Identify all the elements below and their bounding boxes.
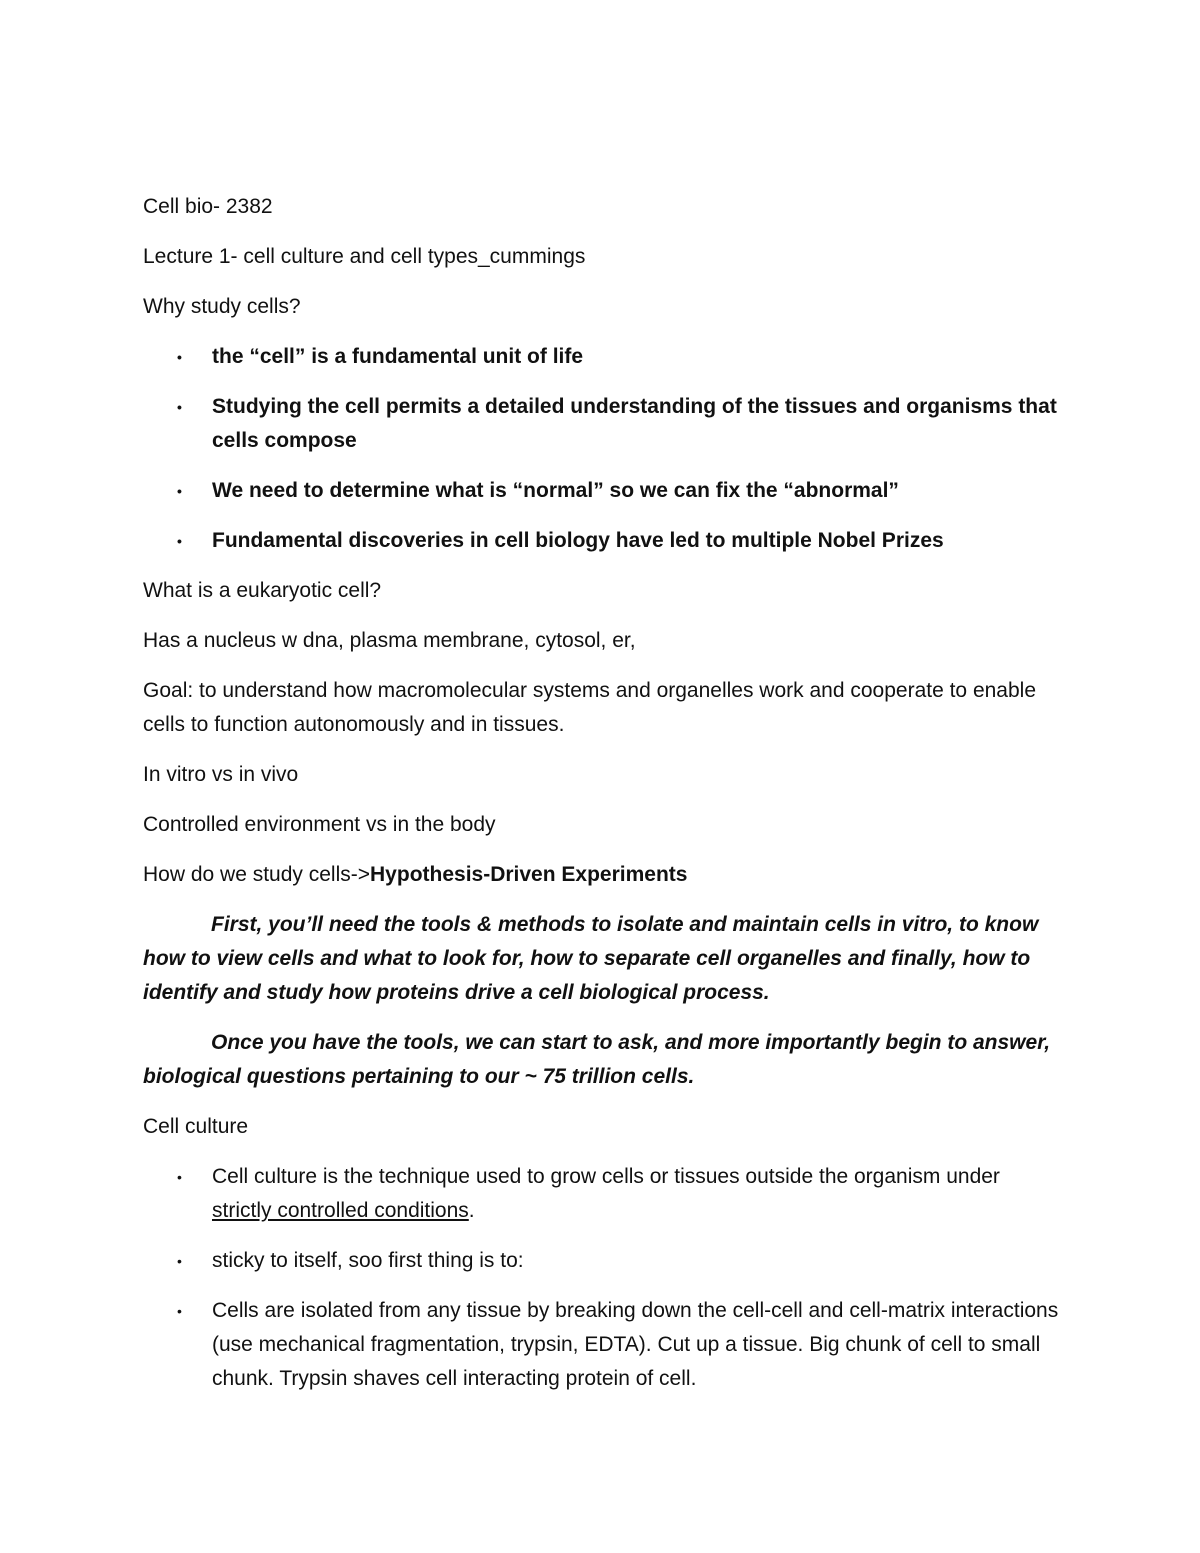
bullet-icon: • [177,399,182,415]
how-study-bold: Hypothesis-Driven Experiments [370,863,688,886]
questions-paragraph: Once you have the tools, we can start to ask, and more importantly begin to answer, biological questions pertaining to our ~ 75 trillion cells. [143,1031,1051,1088]
list-item-text: We need to determine what is “normal” so we can fix the “abnormal” [212,479,899,502]
list-item-text: Studying the cell permits a detailed understanding of the tissues and organisms that cells compose [212,395,1057,452]
bullet-icon: • [177,533,182,549]
list-item [143,524,1063,558]
list-item-end: . [468,1199,475,1222]
eukaryotic-answer: Has a nucleus w dna, plasma membrane, cytosol, er, [143,629,636,652]
underlined-text: strictly controlled conditions [212,1199,469,1222]
why-study-list [143,340,1063,558]
list-item-text: sticky to itself, soo first thing is to: [212,1249,524,1272]
list-item [143,474,1063,508]
how-study-prefix: How do we study cells-> [143,863,371,886]
list-item [143,1160,1063,1228]
bullet-icon: • [177,1253,182,1269]
goal-text: Goal: to understand how macromolecular systems and organelles work and cooperate to enable cells to function autonomously and in tissues. [143,679,1037,736]
list-item-text: Fundamental discoveries in cell biology have led to multiple Nobel Prizes [212,529,944,552]
bullet-icon: • [177,349,182,365]
why-study-heading: Why study cells? [143,295,301,318]
list-item [143,1294,1063,1396]
how-study-line [143,858,1063,892]
list-item [143,1244,1063,1278]
bullet-icon: • [177,1303,182,1319]
eukaryotic-question: What is a eukaryotic cell? [143,579,382,602]
environment-line: Controlled environment vs in the body [143,813,496,836]
list-item-text: Cell culture is the technique used to grow cells or tissues outside the organism under [212,1165,1000,1188]
cell-culture-heading: Cell culture [143,1115,249,1138]
list-item-text: the “cell” is a fundamental unit of life [212,345,584,368]
cell-culture-list [143,1160,1063,1396]
document-page [143,190,1063,1412]
course-title: Cell bio- 2382 [143,195,273,218]
list-item [143,340,1063,374]
list-item-text: Cells are isolated from any tissue by breaking down the cell-cell and cell-matrix interactions (use mechanical fragmentation, trypsin, EDTA). Cut up a tissue. Big chunk of cell to small chunk. Trypsin shaves cell interacting protein of cell. [212,1299,1059,1390]
vitro-vivo-line: In vitro vs in vivo [143,763,299,786]
bullet-icon: • [177,1169,182,1185]
bullet-icon: • [177,483,182,499]
list-item [143,390,1063,458]
tools-paragraph: First, you’ll need the tools & methods to isolate and maintain cells in vitro, to know how to view cells and what to look for, how to separate cell organelles and finally, how to identify and study how proteins drive a cell biological process. [143,913,1039,1004]
lecture-title: Lecture 1- cell culture and cell types_cummings [143,245,586,268]
